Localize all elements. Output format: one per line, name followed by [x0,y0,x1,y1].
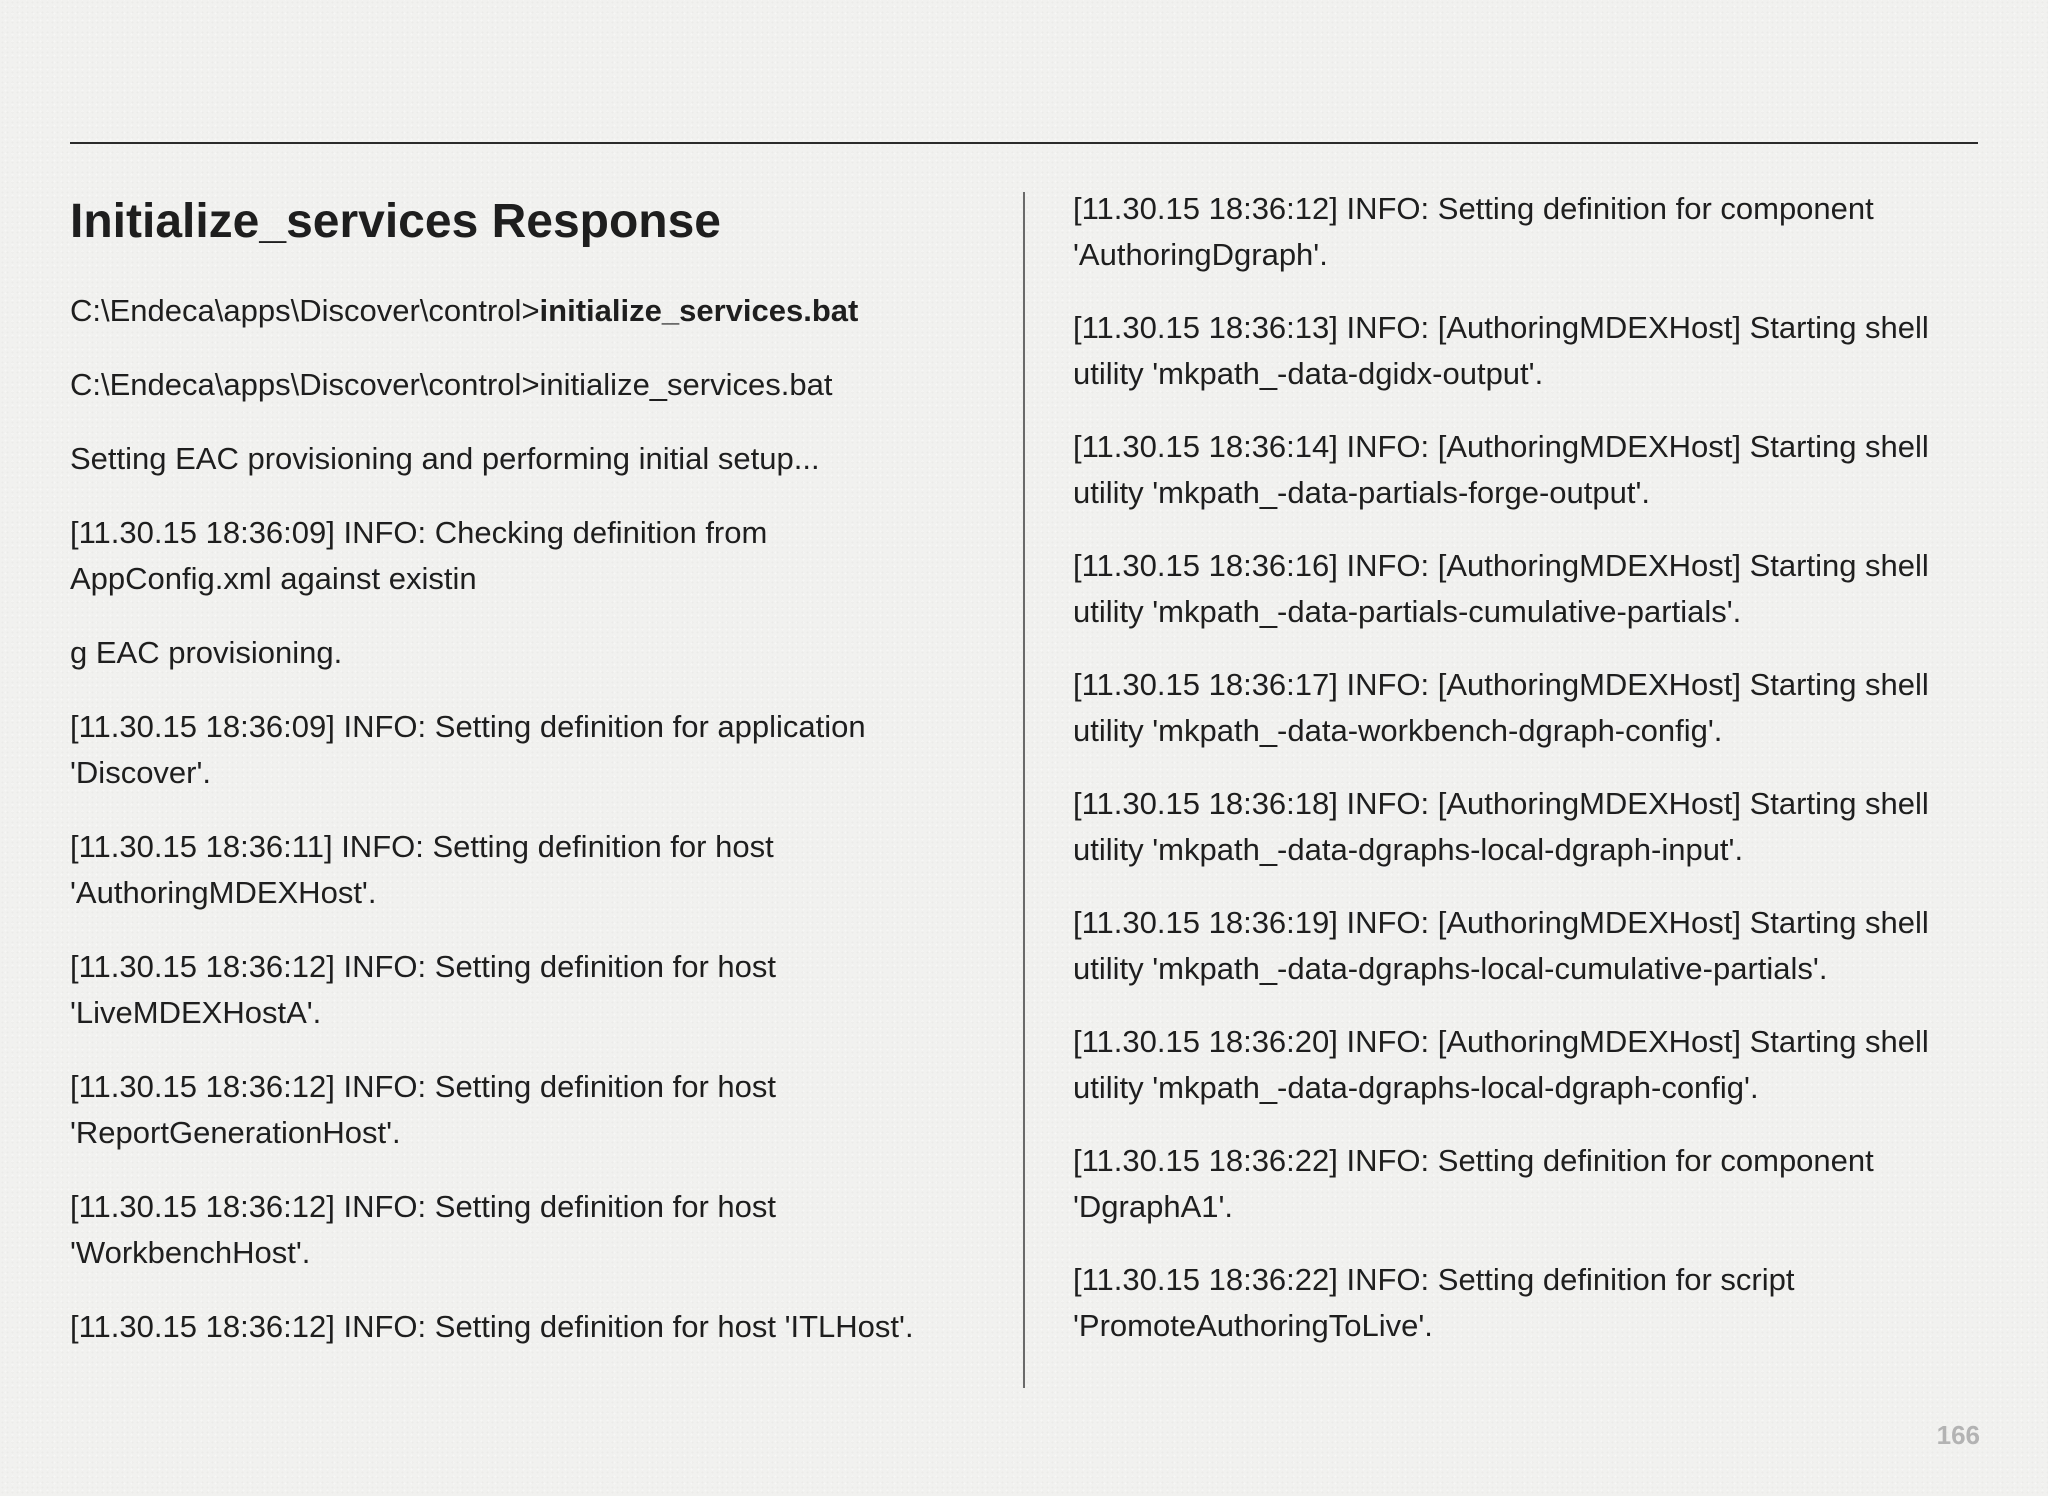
log-line: [11.30.15 18:36:12] INFO: Setting definition for host 'LiveMDEXHostA'. [70,949,776,1030]
left-column [70,180,970,1378]
log-line: [11.30.15 18:36:19] INFO: [AuthoringMDEXHost] Starting shell utility 'mkpath_-data-dgraphs-local-cumulative-partials'. [1073,905,1929,986]
command-name: initialize_services.bat [539,293,859,328]
log-line: [11.30.15 18:36:12] INFO: Setting definition for host 'ReportGenerationHost'. [70,1069,776,1150]
log-line: [11.30.15 18:36:20] INFO: [AuthoringMDEXHost] Starting shell utility 'mkpath_-data-dgraphs-local-dgraph-config'. [1073,1024,1929,1105]
log-line: [11.30.15 18:36:09] INFO: Setting definition for application 'Discover'. [70,709,866,790]
log-line: [11.30.15 18:36:13] INFO: [AuthoringMDEXHost] Starting shell utility 'mkpath_-data-dgidx-output'. [1073,310,1929,391]
log-line: [11.30.15 18:36:09] INFO: Checking definition from AppConfig.xml against existin [70,515,768,596]
log-line: [11.30.15 18:36:12] INFO: Setting definition for component 'AuthoringDgraph'. [1073,191,1874,272]
log-line: Setting EAC provisioning and performing initial setup... [70,441,820,476]
log-line: [11.30.15 18:36:11] INFO: Setting definition for host 'AuthoringMDEXHost'. [70,829,774,910]
command-line [70,288,970,334]
log-line: g EAC provisioning. [70,635,343,670]
log-line: [11.30.15 18:36:18] INFO: [AuthoringMDEXHost] Starting shell utility 'mkpath_-data-dgraphs-local-dgraph-input'. [1073,786,1929,867]
log-line: C:\Endeca\apps\Discover\control>initialize_services.bat [70,367,833,402]
log-line: [11.30.15 18:36:12] INFO: Setting definition for host 'ITLHost'. [70,1309,914,1344]
top-divider [70,142,1978,144]
log-line: [11.30.15 18:36:14] INFO: [AuthoringMDEXHost] Starting shell utility 'mkpath_-data-partials-forge-output'. [1073,429,1929,510]
page-title: Initialize_services Response [70,195,721,248]
right-column [1073,186,1973,1376]
page-number: 166 [1936,1420,1980,1450]
column-divider [1023,192,1025,1388]
log-line: [11.30.15 18:36:17] INFO: [AuthoringMDEXHost] Starting shell utility 'mkpath_-data-workbench-dgraph-config'. [1073,667,1929,748]
log-line: [11.30.15 18:36:22] INFO: Setting definition for script 'PromoteAuthoringToLive'. [1073,1262,1795,1343]
log-line: [11.30.15 18:36:16] INFO: [AuthoringMDEXHost] Starting shell utility 'mkpath_-data-partials-cumulative-partials'. [1073,548,1929,629]
log-line: [11.30.15 18:36:12] INFO: Setting definition for host 'WorkbenchHost'. [70,1189,776,1270]
log-line: [11.30.15 18:36:22] INFO: Setting definition for component 'DgraphA1'. [1073,1143,1874,1224]
command-prefix: C:\Endeca\apps\Discover\control> [70,293,540,328]
